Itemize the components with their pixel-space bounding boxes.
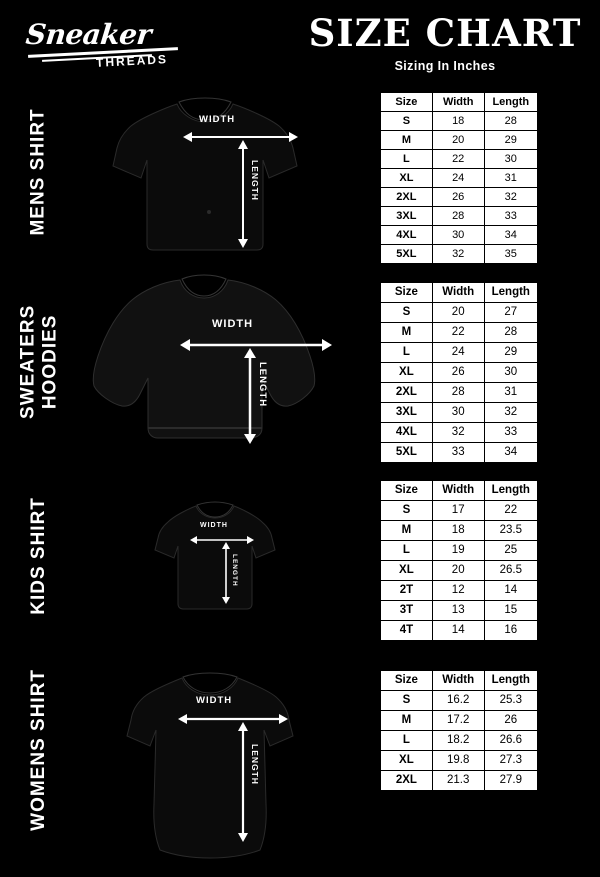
cell-width: 18.2 xyxy=(432,731,484,751)
cell-length: 29 xyxy=(484,343,537,363)
cell-width: 30 xyxy=(432,226,484,245)
section-label-kids-shirt xyxy=(0,466,78,646)
table-row xyxy=(381,226,538,245)
table-header-row xyxy=(381,481,538,501)
page-header xyxy=(0,0,600,84)
length-arrow-sweater xyxy=(243,348,257,444)
size-table-kids xyxy=(380,480,538,641)
cell-width: 28 xyxy=(432,207,484,226)
cell-width: 17 xyxy=(432,501,484,521)
size-table-sweaters xyxy=(380,282,538,463)
section-label-womens-shirt xyxy=(0,650,78,850)
garment-kids-shirt xyxy=(150,496,280,616)
column-header-width: Width xyxy=(432,283,484,303)
cell-width: 19.8 xyxy=(432,751,484,771)
cell-length: 34 xyxy=(484,226,537,245)
cell-width: 32 xyxy=(432,245,484,264)
page-title: SIZE CHART xyxy=(308,11,582,55)
section-label-text: MENS SHIRT xyxy=(28,108,50,236)
table-row xyxy=(381,207,538,226)
section-label-text: SWEATERS HOODIES xyxy=(17,304,61,420)
page-subtitle: Sizing In Inches xyxy=(394,58,496,73)
size-table-womens-grid xyxy=(380,670,538,791)
size-table-womens xyxy=(380,670,538,791)
garment-mens-shirt xyxy=(105,88,305,256)
table-row xyxy=(381,303,538,323)
cell-width: 20 xyxy=(432,561,484,581)
cell-size: S xyxy=(381,112,433,131)
table-row xyxy=(381,771,538,791)
column-header-length: Length xyxy=(484,671,537,691)
table-row xyxy=(381,131,538,150)
cell-size: M xyxy=(381,131,433,150)
cell-length: 29 xyxy=(484,131,537,150)
cell-length: 30 xyxy=(484,150,537,169)
cell-width: 18 xyxy=(432,112,484,131)
length-label-sweater: LENGTH xyxy=(257,362,268,408)
table-row xyxy=(381,731,538,751)
cell-length: 23.5 xyxy=(484,521,537,541)
table-row xyxy=(381,541,538,561)
cell-width: 12 xyxy=(432,581,484,601)
cell-width: 26 xyxy=(432,363,484,383)
cell-length: 26.6 xyxy=(484,731,537,751)
cell-width: 22 xyxy=(432,150,484,169)
cell-size: XL xyxy=(381,751,433,771)
cell-length: 32 xyxy=(484,188,537,207)
cell-width: 22 xyxy=(432,323,484,343)
cell-width: 18 xyxy=(432,521,484,541)
cell-size: 4XL xyxy=(381,423,433,443)
table-row xyxy=(381,112,538,131)
column-header-length: Length xyxy=(484,283,537,303)
cell-length: 26.5 xyxy=(484,561,537,581)
cell-length: 30 xyxy=(484,363,537,383)
cell-size: 2T xyxy=(381,581,433,601)
length-arrow-mens xyxy=(236,140,250,248)
table-row xyxy=(381,601,538,621)
table-row xyxy=(381,403,538,423)
table-row xyxy=(381,423,538,443)
column-header-size: Size xyxy=(381,671,433,691)
title-block xyxy=(300,11,590,73)
cell-size: L xyxy=(381,541,433,561)
size-table-sweaters-grid xyxy=(380,282,538,463)
cell-length: 32 xyxy=(484,403,537,423)
cell-length: 27.3 xyxy=(484,751,537,771)
cell-size: XL xyxy=(381,561,433,581)
cell-size: L xyxy=(381,343,433,363)
cell-width: 19 xyxy=(432,541,484,561)
table-row xyxy=(381,169,538,188)
cell-width: 16.2 xyxy=(432,691,484,711)
cell-width: 32 xyxy=(432,423,484,443)
cell-length: 16 xyxy=(484,621,537,641)
section-label-text: WOMENS SHIRT xyxy=(28,669,50,831)
brand-logo-threads: THREADS xyxy=(95,52,169,70)
column-header-width: Width xyxy=(432,481,484,501)
cell-size: XL xyxy=(381,363,433,383)
brand-logo xyxy=(18,18,194,72)
cell-size: M xyxy=(381,521,433,541)
width-label-mens: WIDTH xyxy=(199,114,236,125)
width-label-kids: WIDTH xyxy=(200,522,228,529)
cell-width: 30 xyxy=(432,403,484,423)
table-row xyxy=(381,443,538,463)
cell-length: 35 xyxy=(484,245,537,264)
section-label-sweaters-hoodies xyxy=(0,264,78,460)
cell-length: 14 xyxy=(484,581,537,601)
section-sweaters-hoodies xyxy=(0,264,600,460)
cell-length: 34 xyxy=(484,443,537,463)
section-kids-shirt xyxy=(0,466,600,646)
column-header-length: Length xyxy=(484,93,537,112)
cell-width: 33 xyxy=(432,443,484,463)
table-row xyxy=(381,245,538,264)
cell-size: M xyxy=(381,711,433,731)
width-arrow-womens xyxy=(178,712,288,726)
column-header-width: Width xyxy=(432,671,484,691)
width-label-sweater: WIDTH xyxy=(212,318,254,330)
cell-width: 17.2 xyxy=(432,711,484,731)
cell-size: 3XL xyxy=(381,207,433,226)
section-label-mens-shirt xyxy=(0,84,78,260)
cell-width: 21.3 xyxy=(432,771,484,791)
table-row xyxy=(381,150,538,169)
table-row xyxy=(381,343,538,363)
cell-width: 14 xyxy=(432,621,484,641)
table-row xyxy=(381,363,538,383)
cell-size: 2XL xyxy=(381,771,433,791)
cell-width: 24 xyxy=(432,169,484,188)
cell-size: M xyxy=(381,323,433,343)
cell-size: S xyxy=(381,303,433,323)
cell-size: 5XL xyxy=(381,443,433,463)
cell-length: 27 xyxy=(484,303,537,323)
garment-womens-shirt xyxy=(120,664,300,864)
table-row xyxy=(381,691,538,711)
cell-width: 28 xyxy=(432,383,484,403)
cell-width: 20 xyxy=(432,131,484,150)
column-header-length: Length xyxy=(484,481,537,501)
cell-width: 13 xyxy=(432,601,484,621)
length-label-mens: LENGTH xyxy=(250,160,260,201)
cell-size: 2XL xyxy=(381,188,433,207)
section-mens-shirt xyxy=(0,84,600,260)
cell-length: 33 xyxy=(484,423,537,443)
cell-length: 28 xyxy=(484,323,537,343)
brand-logo-script: Sneaker xyxy=(24,18,153,51)
cell-size: L xyxy=(381,150,433,169)
table-header-row xyxy=(381,93,538,112)
cell-size: L xyxy=(381,731,433,751)
length-arrow-womens xyxy=(236,722,250,842)
length-label-kids: LENGTH xyxy=(231,554,238,587)
cell-width: 26 xyxy=(432,188,484,207)
table-row xyxy=(381,383,538,403)
cell-length: 33 xyxy=(484,207,537,226)
cell-size: 3T xyxy=(381,601,433,621)
cell-length: 28 xyxy=(484,112,537,131)
section-womens-shirt xyxy=(0,650,600,877)
cell-size: 4T xyxy=(381,621,433,641)
size-table-mens-grid xyxy=(380,92,538,264)
cell-length: 25.3 xyxy=(484,691,537,711)
cell-length: 27.9 xyxy=(484,771,537,791)
cell-length: 31 xyxy=(484,169,537,188)
table-row xyxy=(381,581,538,601)
garment-sweater xyxy=(88,270,318,446)
table-row xyxy=(381,561,538,581)
cell-length: 25 xyxy=(484,541,537,561)
table-header-row xyxy=(381,283,538,303)
cell-size: 4XL xyxy=(381,226,433,245)
table-header-row xyxy=(381,671,538,691)
size-table-kids-grid xyxy=(380,480,538,641)
section-label-text: KIDS SHIRT xyxy=(28,497,50,615)
cell-length: 26 xyxy=(484,711,537,731)
table-row xyxy=(381,521,538,541)
cell-length: 31 xyxy=(484,383,537,403)
column-header-size: Size xyxy=(381,481,433,501)
table-row xyxy=(381,621,538,641)
cell-size: 5XL xyxy=(381,245,433,264)
width-label-womens: WIDTH xyxy=(196,695,233,706)
cell-width: 20 xyxy=(432,303,484,323)
column-header-width: Width xyxy=(432,93,484,112)
table-row xyxy=(381,323,538,343)
cell-size: S xyxy=(381,501,433,521)
table-row xyxy=(381,751,538,771)
table-row xyxy=(381,501,538,521)
cell-size: 3XL xyxy=(381,403,433,423)
table-row xyxy=(381,188,538,207)
cell-width: 24 xyxy=(432,343,484,363)
column-header-size: Size xyxy=(381,283,433,303)
table-row xyxy=(381,711,538,731)
size-table-mens xyxy=(380,92,538,264)
column-header-size: Size xyxy=(381,93,433,112)
length-label-womens: LENGTH xyxy=(250,744,260,785)
cell-size: XL xyxy=(381,169,433,188)
cell-length: 22 xyxy=(484,501,537,521)
cell-size: 2XL xyxy=(381,383,433,403)
cell-size: S xyxy=(381,691,433,711)
cell-length: 15 xyxy=(484,601,537,621)
